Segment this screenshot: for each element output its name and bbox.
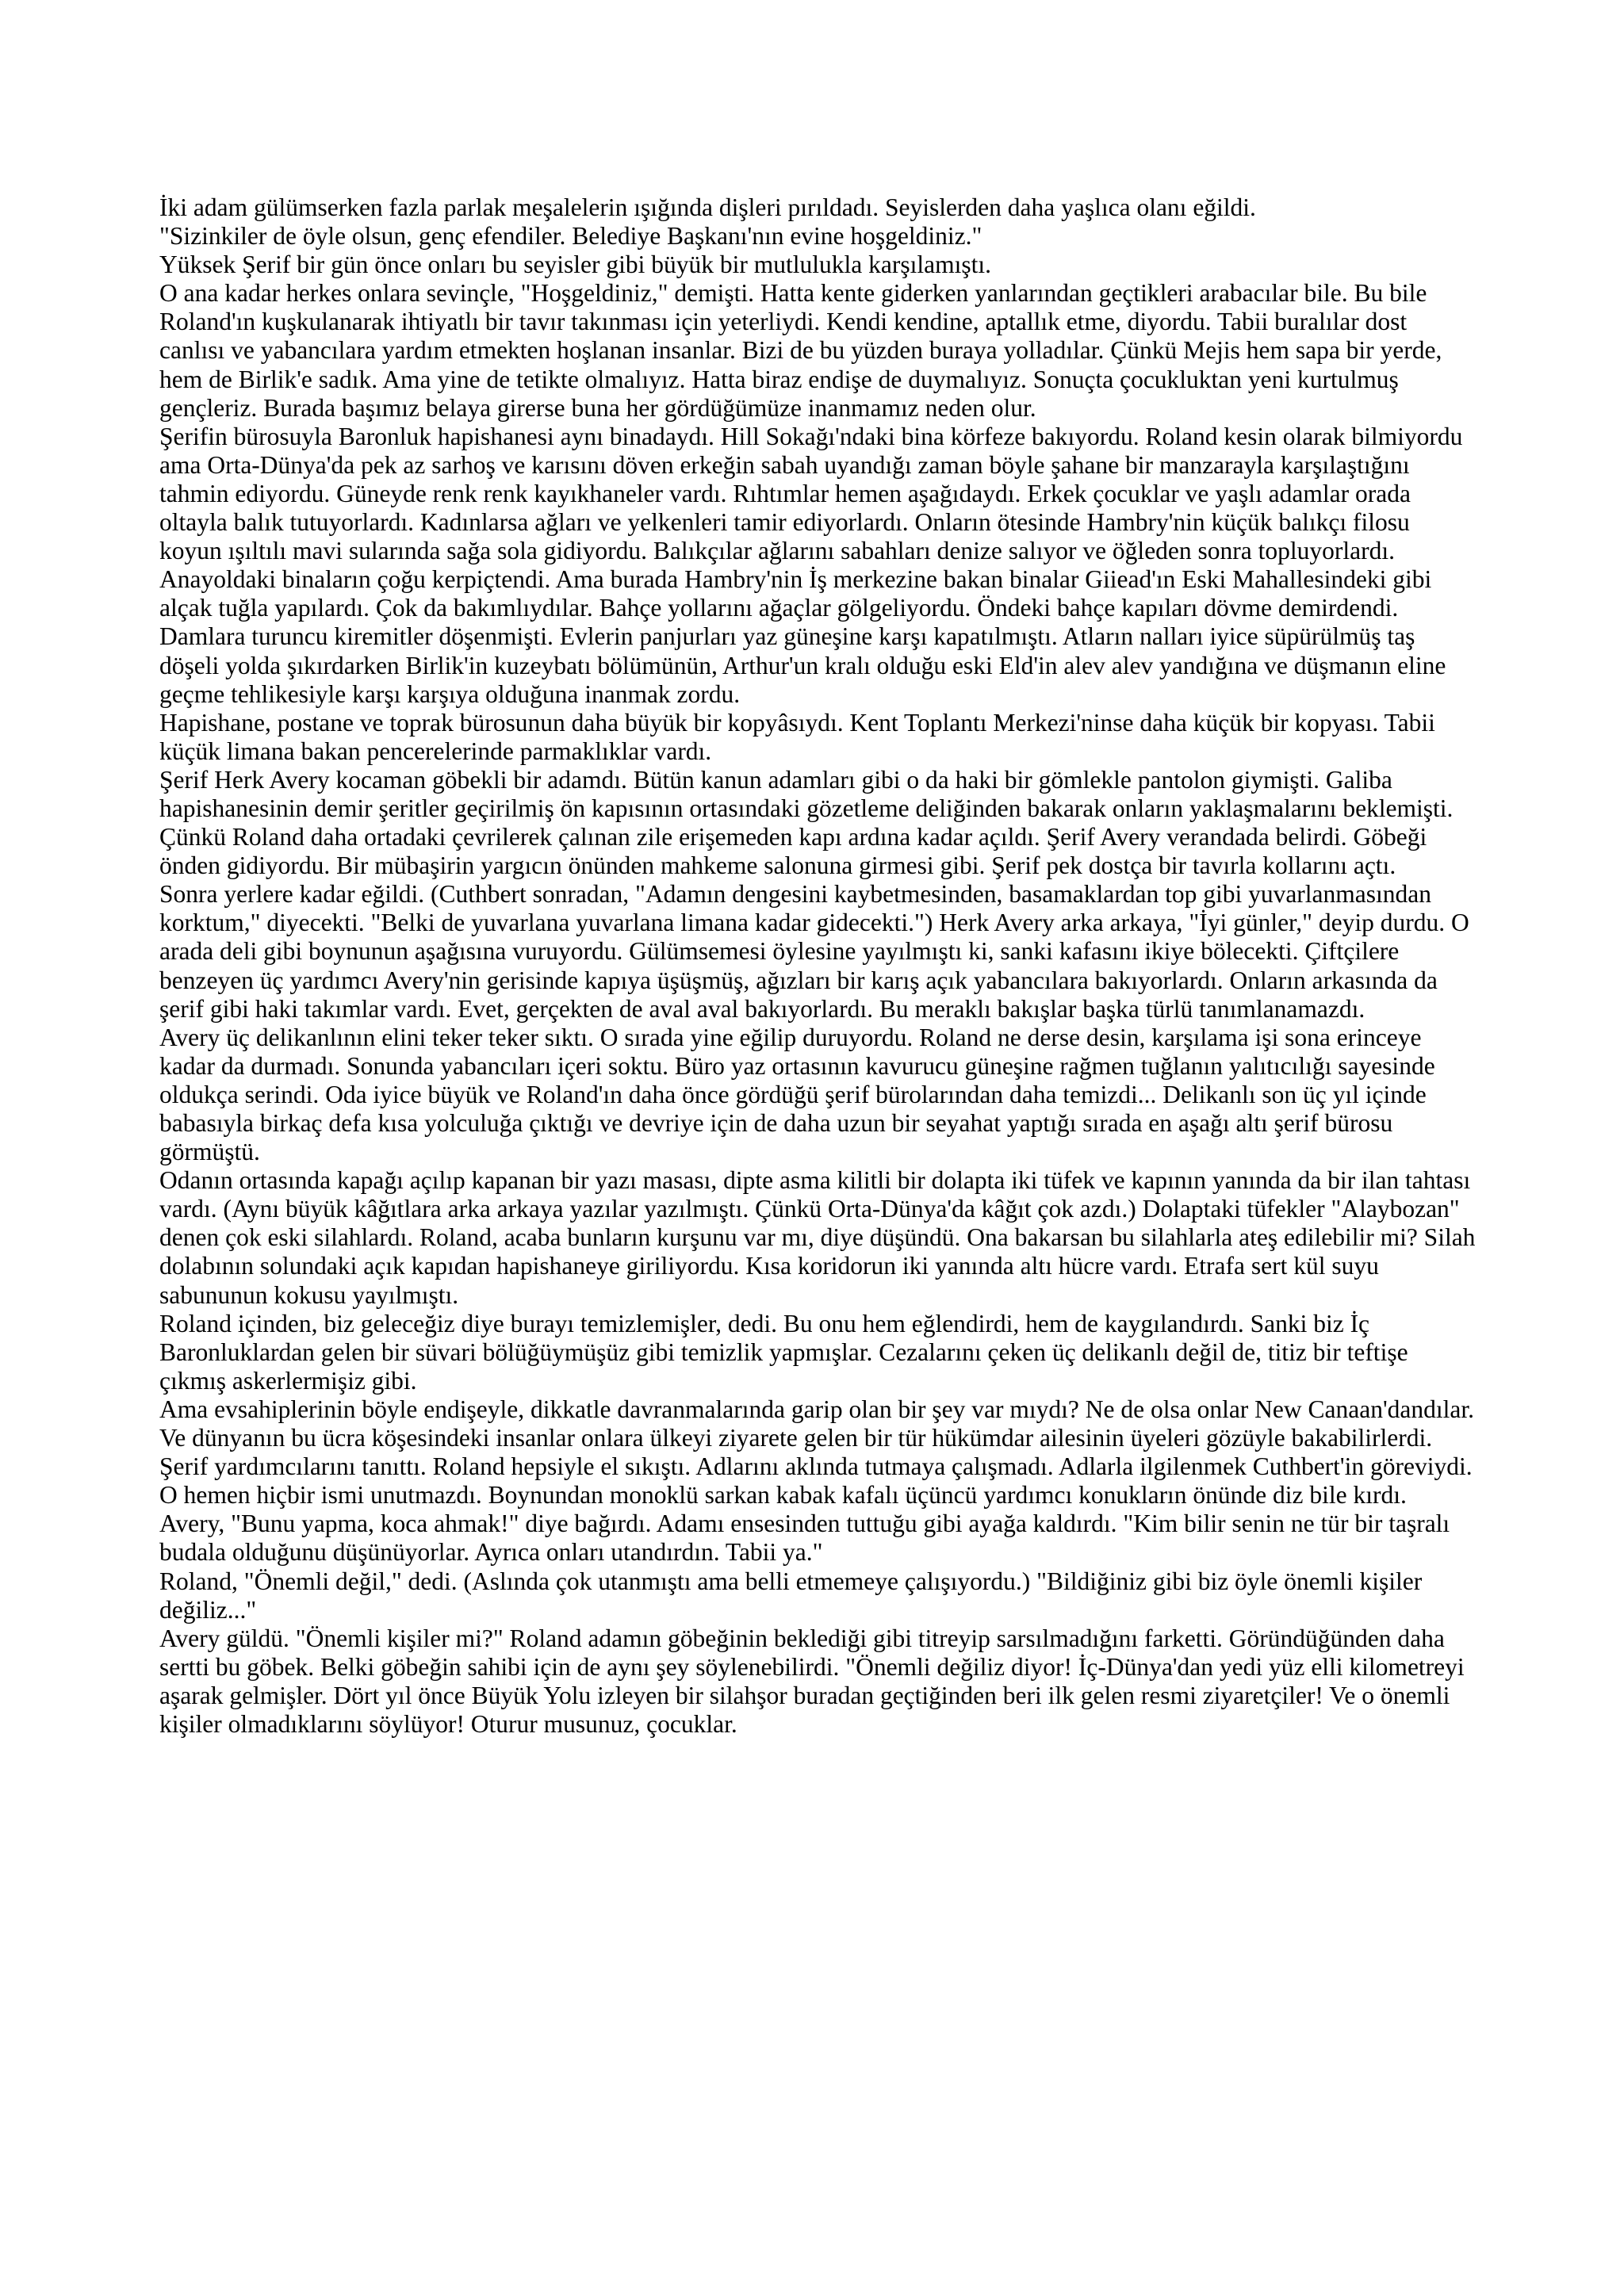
paragraph: Şerif yardımcılarını tanıttı. Roland hepsiyle el sıkıştı. Adlarını aklında tutmaya çalışmadı. Adlarla ilgilenmek Cuthbert'in göreviydi. O hemen hiçbir ismi unutmazdı. Boynundan monoklü sarkan kabak kafalı üçüncü yardımcı konukların önünde diz bile kırdı.: [159, 1452, 1473, 1510]
paragraph: Odanın ortasında kapağı açılıp kapanan bir yazı masası, dipte asma kilitli bir dolapta iki tüfek ve kapının yanında da bir ilan tahtası vardı. (Aynı büyük kâğıtlara arka arkaya yazılar yazılmıştı. Çünkü Orta-Dünya'da kâğıt çok azdı.) Dolaptaki tüfekler "Alaybozan" denen çok eski silahlardı. Roland, acaba bunların kurşunu var mı, diye düşündü. Ona bakarsan bu silahlarla ateş edilebilir mi? Silah dolabının solundaki açık kapıdan hapishaneye giriliyordu. Kısa koridorun iki yanında altı hücre vardı. Etrafa sert kül suyu sabununun kokusu yayılmıştı.: [159, 1166, 1476, 1309]
paragraph: Avery üç delikanlının elini teker teker sıktı. O sırada yine eğilip duruyordu. Roland ne derse desin, karşılama işi sona erinceye kadar da durmadı. Sonunda yabancıları içeri soktu. Büro yaz ortasının kavurucu güneşine rağmen tuğlanın yalıtıcılığı sayesinde oldukça serindi. Oda iyice büyük ve Roland'ın daha önce gördüğü şerif bürolarından daha temizdi... Delikanlı son üç yıl içinde babasıyla birkaç defa kısa yolculuğa çıktığı ve devriye için de daha uzun bir seyahat yaptığı sırada en aşağı altı şerif bürosu görmüştü.: [159, 1023, 1435, 1166]
document-page: [159, 193, 1476, 1739]
paragraph: "Sizinkiler de öyle olsun, genç efendiler. Belediye Başkanı'nın evine hoşgeldiniz.": [159, 222, 982, 251]
paragraph: Şerifin bürosuyla Baronluk hapishanesi aynı binadaydı. Hill Sokağı'ndaki bina körfeze bakıyordu. Roland kesin olarak bilmiyordu ama Orta-Dünya'da pek az sarhoş ve karısını döven erkeğin sabah uyandığı zaman böyle şahane bir manzarayla karşılaştığını tahmin ediyordu. Güneyde renk renk kayıkhaneler vardı. Rıhtımlar hemen aşağıdaydı. Erkek çocuklar ve yaşlı adamlar orada oltayla balık tutuyorlardı. Kadınlarsa ağları ve yelkenleri tamir ediyorlardı. Onların ötesinde Hambry'nin küçük balıkçı filosu koyun ışıltılı mavi sularında sağa sola gidiyordu. Balıkçılar ağlarını sabahları denize salıyor ve öğleden sonra topluyorlardı.: [159, 422, 1463, 565]
paragraph: Ama evsahiplerinin böyle endişeyle, dikkatle davranmalarında garip olan bir şey var mıydı? Ne de olsa onlar New Canaan'dandılar. Ve dünyanın bu ücra köşesindeki insanlar onlara ülkeyi ziyarete gelen bir tür hükümdar ailesinin üyeleri gözüyle bakabilirlerdi.: [159, 1395, 1474, 1452]
paragraph: Roland, "Önemli değil," dedi. (Aslında çok utanmıştı ama belli etmemeye çalışıyordu.) "Bildiğiniz gibi biz öyle önemli kişiler değiliz...": [159, 1567, 1423, 1624]
paragraph: Anayoldaki binaların çoğu kerpiçtendi. Ama burada Hambry'nin İş merkezine bakan binalar Giiead'ın Eski Mahallesindeki gibi alçak tuğla yapılardı. Çok da bakımlıydılar. Bahçe yollarını ağaçlar gölgeliyordu. Öndeki bahçe kapıları dövme demirdendi. Damlara turuncu kiremitler döşenmişti. Evlerin panjurları yaz güneşine karşı kapatılmıştı. Atların nalları iyice süpürülmüş taş döşeli yolda şıkırdarken Birlik'in kuzeybatı bölümünün, Arthur'un kralı olduğu eski Eld'in alev alev yandığına ve düşmanın eline geçme tehlikesiyle karşı karşıya olduğuna inanmak zordu.: [159, 565, 1446, 708]
paragraph: Hapishane, postane ve toprak bürosunun daha büyük bir kopyâsıydı. Kent Toplantı Merkezi'ninse daha küçük bir kopyası. Tabii küçük limana bakan pencerelerinde parmaklıklar vardı.: [159, 708, 1435, 765]
paragraph: Sonra yerlere kadar eğildi. (Cuthbert sonradan, "Adamın dengesini kaybetmesinden, basamaklardan top gibi yuvarlanmasından korktum," diyecekti. "Belki de yuvarlana yuvarlana limana kadar gidecekti.") Herk Avery arka arkaya, "İyi günler," deyip durdu. O arada deli gibi boynunun aşağısına vuruyordu. Gülümsemesi öylesine yayılmıştı ki, sanki kafasını ikiye bölecekti. Çiftçilere benzeyen üç yardımcı Avery'nin gerisinde kapıya üşüşmüş, ağızları bir karış açık yabancılara bakıyorlardı. Onların arkasında da şerif gibi haki takımlar vardı. Evet, gerçekten de aval aval bakıyorlardı. Bu meraklı bakışlar başka türlü tanımlanamazdı.: [159, 880, 1469, 1023]
paragraph: O ana kadar herkes onlara sevinçle, "Hoşgeldiniz," demişti. Hatta kente giderken yanlarından geçtikleri arabacılar bile. Bu bile Roland'ın kuşkulanarak ihtiyatlı bir tavır takınması için yeterliydi. Kendi kendine, aptallık etme, diyordu. Tabii buralılar dost canlısı ve yabancılara yardım etmekten hoşlanan insanlar. Bizi de bu yüzden buraya yolladılar. Çünkü Mejis hem sapa bir yerde, hem de Birlik'e sadık. Ama yine de tetikte olmalıyız. Hatta biraz endişe de duymalıyız. Sonuçta çocukluktan yeni kurtulmuş gençleriz. Burada başımız belaya girerse buna her gördüğümüze inanmamız neden olur.: [159, 279, 1442, 422]
paragraph: İki adam gülümserken fazla parlak meşalelerin ışığında dişleri pırıldadı. Seyislerden daha yaşlıca olanı eğildi.: [159, 193, 1256, 221]
paragraph: Roland içinden, biz geleceğiz diye burayı temizlemişler, dedi. Bu onu hem eğlendirdi, hem de kaygılandırdı. Sanki biz İç Baronluklardan gelen bir süvari bölüğüymüşüz gibi temizlik yapmışlar. Cezalarını çeken üç delikanlı değil de, titiz bir teftişe çıkmış askerlermişiz gibi.: [159, 1309, 1408, 1395]
paragraph: Avery, "Bunu yapma, koca ahmak!" diye bağırdı. Adamı ensesinden tuttuğu gibi ayağa kaldırdı. "Kim bilir senin ne tür bir taşralı budala olduğunu düşünüyorlar. Ayrıca onları utandırdın. Tabii ya.": [159, 1510, 1450, 1567]
paragraph: Şerif Herk Avery kocaman göbekli bir adamdı. Bütün kanun adamları gibi o da haki bir gömlekle pantolon giymişti. Galiba hapishanesinin demir şeritler geçirilmiş ön kapısının ortasındaki gözetleme deliğinden bakarak onların yaklaşmalarını beklemişti. Çünkü Roland daha ortadaki çevrilerek çalınan zile erişemeden kapı ardına kadar açıldı. Şerif Avery verandada belirdi. Göbeği önden gidiyordu. Bir mübaşirin yargıcın önünden mahkeme salonuna girmesi gibi. Şerif pek dostça bir tavırla kollarını açtı.: [159, 765, 1454, 880]
paragraph: Yüksek Şerif bir gün önce onları bu seyisler gibi büyük bir mutlulukla karşılamıştı.: [159, 251, 991, 279]
paragraph: Avery güldü. "Önemli kişiler mi?" Roland adamın göbeğinin beklediği gibi titreyip sarsılmadığını farketti. Göründüğünden daha sertti bu göbek. Belki göbeğin sahibi için de aynı şey söylenebilirdi. "Önemli değiliz diyor! İç-Dünya'dan yedi yüz elli kilometreyi aşarak gelmişler. Dört yıl önce Büyük Yolu izleyen bir silahşor buradan geçtiğinden beri ilk gelen resmi ziyaretçiler! Ve o önemli kişiler olmadıklarını söylüyor! Oturur musunuz, çocuklar.: [159, 1624, 1465, 1738]
